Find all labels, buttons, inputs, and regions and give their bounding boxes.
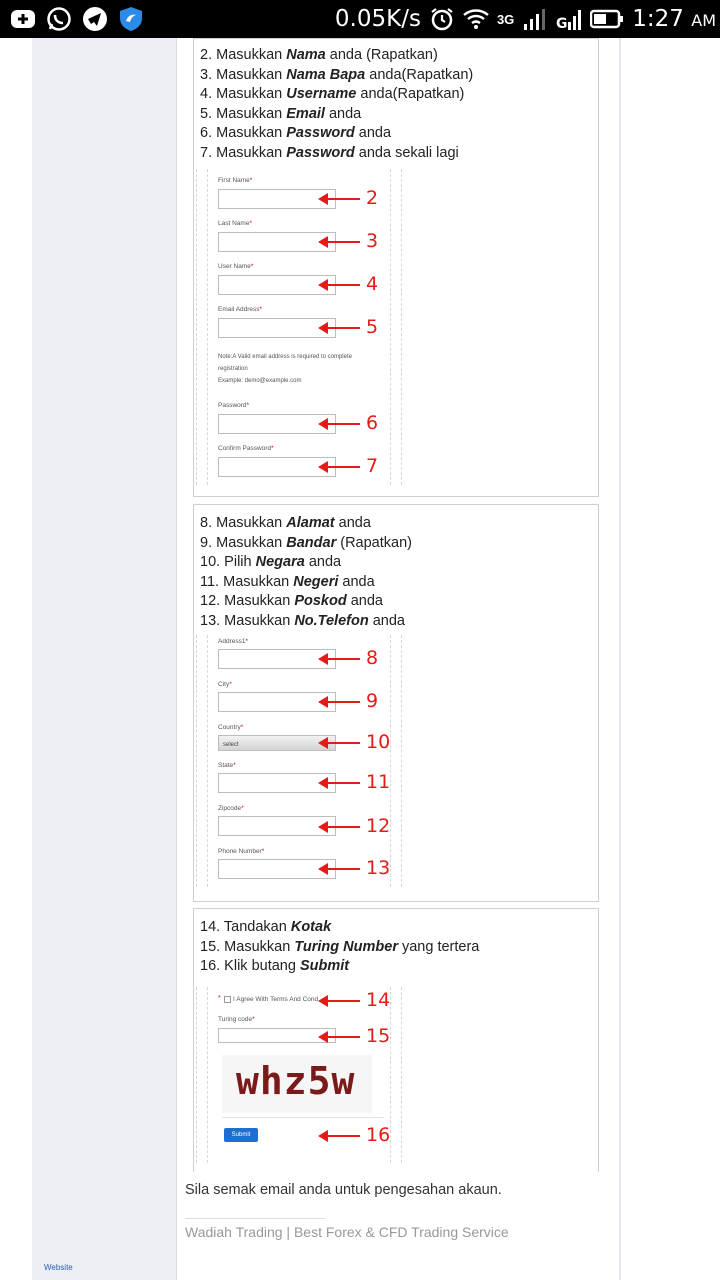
decoration-right xyxy=(390,169,402,485)
form-screenshot-2 xyxy=(214,635,404,887)
address-label: Address1* xyxy=(218,638,248,645)
svg-text:G: G xyxy=(556,16,568,32)
arrow-number-10: 10 xyxy=(366,731,391,753)
clock: 1:27 AM xyxy=(632,6,716,32)
instruction-card-2 xyxy=(193,504,599,902)
submit-button: Submit xyxy=(224,1128,258,1142)
decoration-right xyxy=(390,635,402,887)
step-9: 9. Masukkan Bandar (Rapatkan) xyxy=(200,534,412,551)
agree-checkbox xyxy=(224,996,231,1003)
step-5: 5. Masukkan Email anda xyxy=(200,105,362,122)
step-12: 12. Masukkan Poskod anda xyxy=(200,593,383,609)
footer-divider xyxy=(185,1218,325,1219)
arrow-number-12: 12 xyxy=(366,815,391,837)
left-sidebar xyxy=(32,38,177,1280)
arrow-4 xyxy=(320,284,360,286)
state-label: State* xyxy=(218,762,236,769)
arrow-number-3: 3 xyxy=(366,230,379,252)
arrow-number-13: 13 xyxy=(366,857,391,879)
zipcode-label: Zipcode* xyxy=(218,805,244,812)
decoration-left xyxy=(196,169,208,485)
user-name-label: User Name* xyxy=(218,263,254,270)
arrow-13 xyxy=(320,868,360,870)
whatsapp-icon xyxy=(46,6,72,32)
shield-icon xyxy=(118,6,144,32)
status-bar xyxy=(0,0,720,38)
step-7: 7. Masukkan Password anda sekali lagi xyxy=(200,144,459,161)
required-mark: * xyxy=(218,995,221,1002)
confirm-password-label: Confirm Password* xyxy=(218,445,274,452)
footer-text: Wadiah Trading | Best Forex & CFD Trading Service xyxy=(185,1224,509,1240)
arrow-11 xyxy=(320,782,360,784)
divider xyxy=(222,1117,384,1118)
confirm-email-text: Sila semak email anda untuk pengesahan akaun. xyxy=(185,1182,502,1198)
country-select: select xyxy=(218,735,336,751)
step-8: 8. Masukkan Alamat anda xyxy=(200,515,371,531)
arrow-14 xyxy=(320,1000,360,1002)
signal-2-icon xyxy=(556,6,582,32)
arrow-number-9: 9 xyxy=(366,690,379,712)
arrow-number-5: 5 xyxy=(366,316,379,338)
network-speed: 0.05K/s xyxy=(334,6,421,32)
main-content xyxy=(177,38,619,1280)
arrow-number-8: 8 xyxy=(366,647,379,669)
agree-label: I Agree With Terms And Cond xyxy=(233,996,319,1003)
step-3: 3. Masukkan Nama Bapa anda(Rapatkan) xyxy=(200,66,474,83)
decoration-left xyxy=(196,635,208,887)
instruction-card-1 xyxy=(193,38,599,497)
network-type: 3G xyxy=(496,11,515,27)
add-app-icon xyxy=(10,6,36,32)
arrow-10 xyxy=(320,742,360,744)
arrow-8 xyxy=(320,658,360,660)
country-label: Country* xyxy=(218,724,244,731)
signal-icon xyxy=(522,6,548,32)
city-label: City* xyxy=(218,681,232,688)
wifi-icon xyxy=(463,6,489,32)
step-10: 10. Pilih Negara anda xyxy=(200,554,342,570)
right-border xyxy=(619,38,621,1280)
form-screenshot-3 xyxy=(214,987,404,1163)
last-name-label: Last Name* xyxy=(218,220,252,227)
arrow-5 xyxy=(320,327,360,329)
arrow-number-14: 14 xyxy=(366,989,391,1011)
captcha-image: whz5w xyxy=(222,1055,372,1113)
arrow-number-2: 2 xyxy=(366,187,379,209)
step-15: 15. Masukkan Turing Number yang tertera xyxy=(200,938,480,955)
arrow-9 xyxy=(320,701,360,703)
arrow-number-4: 4 xyxy=(366,273,379,295)
arrow-16 xyxy=(320,1135,360,1137)
step-13: 13. Masukkan No.Telefon anda xyxy=(200,612,405,629)
arrow-number-6: 6 xyxy=(366,412,379,434)
arrow-number-7: 7 xyxy=(366,455,379,477)
arrow-6 xyxy=(320,423,360,425)
step-14: 14. Tandakan Kotak xyxy=(200,919,332,935)
decoration-left xyxy=(196,987,208,1163)
battery-icon xyxy=(590,6,624,32)
arrow-15 xyxy=(320,1036,360,1038)
arrow-2 xyxy=(320,198,360,200)
step-2: 2. Masukkan Nama anda (Rapatkan) xyxy=(200,47,438,63)
instruction-card-3 xyxy=(193,908,599,1172)
step-6: 6. Masukkan Password anda xyxy=(200,125,392,141)
arrow-7 xyxy=(320,466,360,468)
phone-label: Phone Number* xyxy=(218,848,265,855)
first-name-label: First Name* xyxy=(218,177,253,184)
decoration-right xyxy=(390,987,402,1163)
telegram-icon xyxy=(82,6,108,32)
arrow-3 xyxy=(320,241,360,243)
turing-label: Turing code* xyxy=(218,1016,255,1023)
arrow-number-15: 15 xyxy=(366,1025,391,1047)
arrow-12 xyxy=(320,826,360,828)
website-link[interactable]: Website xyxy=(44,1263,73,1272)
password-label: Password* xyxy=(218,402,250,409)
email-label: Email Address* xyxy=(218,306,263,313)
arrow-number-16: 16 xyxy=(366,1124,391,1146)
form-screenshot-1 xyxy=(214,169,404,485)
step-16: 16. Klik butang Submit xyxy=(200,958,350,974)
email-note: Note:A Valid email address is required to complete registration Example: demo@example.com xyxy=(218,354,352,384)
alarm-icon xyxy=(429,6,455,32)
step-4: 4. Masukkan Username anda(Rapatkan) xyxy=(200,86,465,102)
arrow-number-11: 11 xyxy=(366,771,391,793)
step-11: 11. Masukkan Negeri anda xyxy=(200,573,375,590)
